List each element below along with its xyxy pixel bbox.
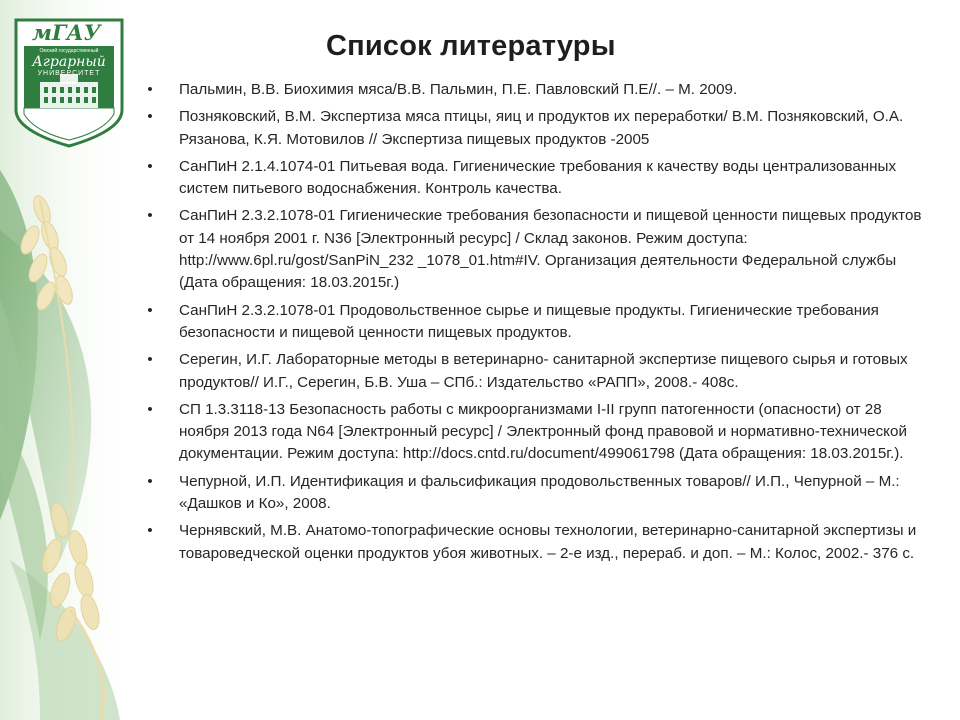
reference-item — [143, 106, 933, 151]
reference-item — [143, 520, 933, 565]
university-logo — [10, 10, 128, 148]
reference-item — [143, 156, 933, 201]
reference-item — [143, 205, 933, 294]
reference-text: Чепурной, И.П. Идентификация и фальсификация продовольственных товаров// И.П., Чепурной – М.: «Дашков и Ко», 2008. — [179, 472, 900, 513]
reference-item — [143, 399, 933, 466]
bullet-icon: • — [147, 522, 153, 540]
bullet-icon: • — [147, 81, 153, 98]
bullet-icon: • — [147, 108, 153, 126]
slide-title: Список литературы — [326, 30, 616, 62]
reference-item — [143, 79, 933, 101]
reference-item — [143, 471, 933, 516]
bullet-icon: • — [147, 301, 153, 319]
reference-item — [143, 349, 933, 394]
logo-line2: Аграрный — [32, 54, 106, 70]
reference-text: Пальмин, В.В. Биохимия мяса/В.В. Пальмин, П.Е. Павловский П.Е//. – М. 2009. — [179, 81, 738, 98]
reference-text: Серегин, И.Г. Лабораторные методы в ветеринарно- санитарной экспертизе пищевого сырья и готовых продуктов// И.Г., Серегин, Б.В. Уша – СПб.: Издательство «РАПП», 2008.- 408с. — [179, 351, 908, 391]
logo-line1: Омский государственный — [39, 48, 99, 54]
bullet-icon: • — [147, 472, 153, 490]
reference-text: СП 1.3.3118-13 Безопасность работы с микроорганизмами I-II групп патогенности (опасности) от 28 ноября 2013 года N64 [Электронный ресурс] / Электронный фонд правовой и нормативно-технической документации. Режим доступа: http://docs.cntd.ru/document/499061798 (Дата обращения: 18.03.2015г.). — [179, 400, 907, 463]
reference-text: СанПиН 2.1.4.1074-01 Питьевая вода. Гигиенические требования к качеству воды централизованных систем питьевого водоснабжения. Контроль качества. — [179, 157, 897, 198]
bullet-icon: • — [147, 400, 153, 418]
reference-text: Позняковский, В.М. Экспертиза мяса птицы, яиц и продуктов их переработки/ В.М. Позняковский, О.А. Рязанова, К.Я. Мотовилов // Экспертиза пищевых продуктов -2005 — [179, 108, 904, 148]
logo-brand: мГАУ — [32, 20, 101, 45]
reference-text: Чернявский, М.В. Анатомо-топографические основы технологии, ветеринарно-санитарной экспертизы и товароведческой оценки продуктов убоя животных. – 2-е изд., перераб. и доп. – М.: Колос, 2002.- 376 с. — [179, 522, 917, 562]
reference-text: СанПиН 2.3.2.1078-01 Гигиенические требования безопасности и пищевой ценности пищевых продуктов от 14 ноября 2001 г. N36 [Электронный ресурс] / Склад законов. Режим доступа: http://www.6pl.ru/gost/SanPiN_232 _1078_01.htm#IV. Организация деятельности Федеральной службы (Дата обращения: 18.03.2015г.) — [179, 207, 922, 292]
bullet-icon: • — [147, 207, 153, 225]
bullet-icon: • — [147, 157, 153, 175]
references-list — [143, 79, 933, 570]
bullet-icon: • — [147, 351, 153, 369]
logo-line3: УНИВЕРСИТЕТ — [37, 70, 101, 77]
reference-item — [143, 300, 933, 345]
reference-text: СанПиН 2.3.2.1078-01 Продовольственное сырье и пищевые продукты. Гигиенические требования безопасности и пищевой ценности пищевых продуктов. — [179, 301, 879, 341]
